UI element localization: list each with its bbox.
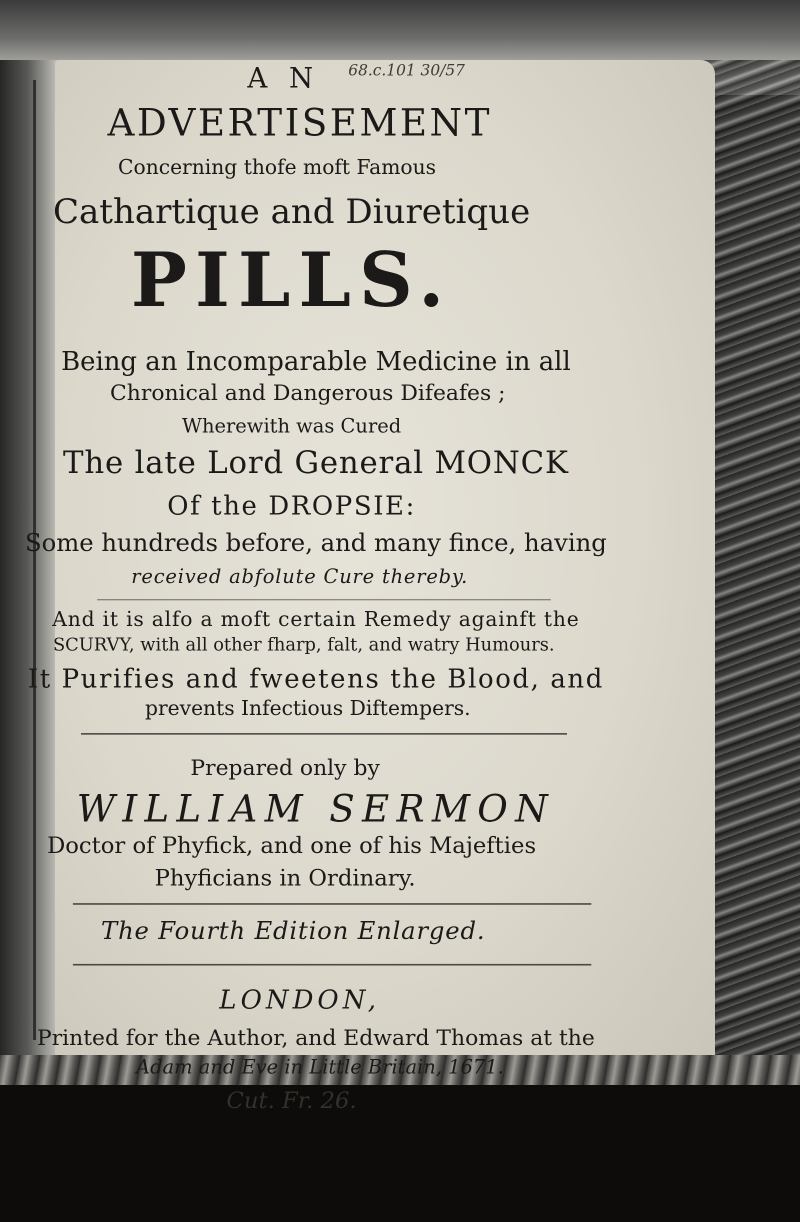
body-line-purifies: It Purifies and fweetens the Blood, and xyxy=(27,663,604,695)
subtitle-concerning: Concerning thofe moft Famous xyxy=(118,155,437,180)
body-line-some-hundreds: Some hundreds before, and many fince, having xyxy=(24,528,607,558)
body-line-being: Being an Incomparable Medicine in all xyxy=(61,345,571,377)
title-pills: PILLS. xyxy=(130,236,453,324)
author-title-cont: Phyficians in Ordinary. xyxy=(154,864,416,891)
imprint-address: Adam and Eve in Little Britain, 1671. xyxy=(136,1055,504,1079)
body-line-prevents: prevents Infectious Diftempers. xyxy=(145,696,471,721)
handwritten-note: Cut. Fr. 26. xyxy=(226,1087,357,1114)
header-an: A N xyxy=(247,62,320,95)
divider-rule xyxy=(73,903,591,905)
shelfmark-annotation: 68.c.101 30/57 xyxy=(348,61,465,80)
divider-rule xyxy=(81,733,567,735)
page-title: ADVERTISEMENT xyxy=(107,100,492,145)
frayed-right-edge xyxy=(700,60,800,1060)
divider-rule xyxy=(73,964,591,966)
imprint-printed-for: Printed for the Author, and Edward Thomas at the xyxy=(36,1025,595,1051)
author-title: Doctor of Phyfick, and one of his Majefties xyxy=(47,831,537,859)
body-line-chronical: Chronical and Dangerous Difeafes ; xyxy=(110,380,506,406)
body-line-monck: The late Lord General MONCK xyxy=(63,444,569,481)
author-name: WILLIAM SERMON xyxy=(76,786,556,831)
body-line-remedy: And it is alfo a moft certain Remedy againft the xyxy=(52,607,580,631)
prepared-by: Prepared only by xyxy=(190,755,380,781)
divider-rule xyxy=(97,599,551,600)
body-line-dropsie: Of the DROPSIE: xyxy=(167,490,416,521)
body-line-wherewith: Wherewith was Cured xyxy=(181,414,402,438)
body-line-received: received abfolute Cure thereby. xyxy=(131,565,469,589)
subtitle-cathartique: Cathartique and Diuretique xyxy=(52,191,531,231)
edition-statement: The Fourth Edition Enlarged. xyxy=(101,916,486,946)
body-line-scurvy: SCURVY, with all other fharp, falt, and watry Humours. xyxy=(52,635,555,656)
imprint-city: LONDON, xyxy=(219,984,381,1015)
